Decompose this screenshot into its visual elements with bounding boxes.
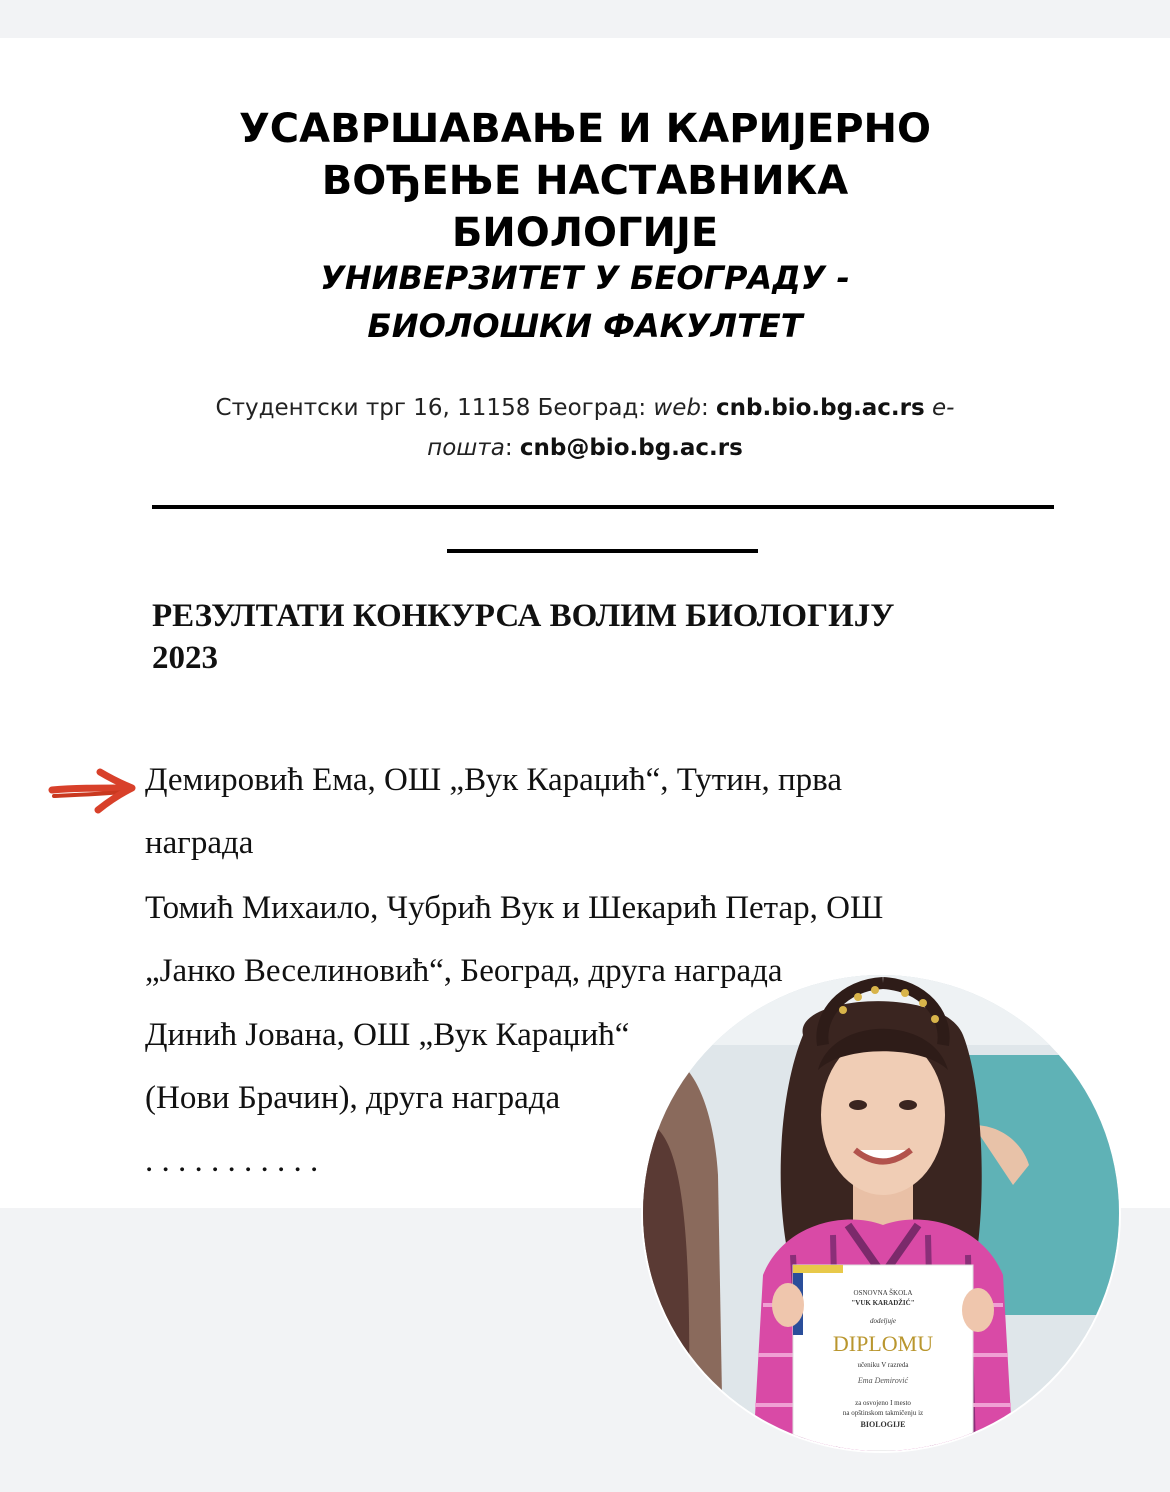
results-title-line-2: 2023 [152, 640, 218, 676]
contact-line-2 [0, 428, 1170, 468]
diploma-reason-1: za osvojeno I mesto [855, 1399, 911, 1407]
email-label-start: е- [924, 395, 955, 421]
diploma-student-line: učeniku V razreda [857, 1361, 909, 1369]
student-photo [643, 975, 1119, 1451]
email-link[interactable]: cnb@bio.bg.ac.rs [519, 435, 743, 461]
diploma-heading: DIPLOMU [832, 1331, 934, 1356]
result-line-1: Демировић Ема, ОШ „Вук Караџић“, Тутин, прва [145, 762, 842, 798]
result-line-4: „Јанко Веселиновић“, Београд, друга награда [145, 953, 783, 989]
web-sep: : [700, 395, 717, 421]
header-subtitle-line-1: УНИВЕРЗИТЕТ У БЕОГРАДУ - [320, 259, 850, 297]
email-sep: : [504, 435, 520, 461]
header-title-line-2: ВОЂЕЊЕ НАСТАВНИКА [321, 158, 849, 204]
result-line-2: награда [145, 825, 254, 861]
result-line-5: Динић Јована, ОШ „Вук Караџић“ [145, 1017, 630, 1053]
diploma-subject: BIOLOGIJE [860, 1420, 906, 1429]
student-photo-illustration [643, 975, 1119, 1451]
divider-short [447, 549, 758, 553]
top-strip [0, 0, 1170, 38]
email-label-end: пошта [427, 435, 505, 461]
diploma-name: Ema Demirović [857, 1376, 909, 1385]
result-line-3: Томић Михаило, Чубрић Вук и Шекарић Петар, ОШ [145, 890, 884, 926]
web-label: web [653, 395, 701, 421]
header-title-line-1: УСАВРШАВАЊЕ И КАРИЈЕРНО [238, 106, 932, 152]
diploma-awards: dodeljuje [869, 1317, 897, 1325]
web-link[interactable]: cnb.bio.bg.ac.rs [716, 395, 925, 421]
divider-long [152, 505, 1054, 509]
results-title-line-1: РЕЗУЛТАТИ КОНКУРСА ВОЛИМ БИОЛОГИЈУ [152, 598, 895, 634]
diploma-school-line-1: OSNOVNA ŠKOLA [853, 1289, 913, 1297]
red-hand-drawn-arrow-icon [48, 766, 138, 816]
diploma-school-line-2: "VUK KARADŽIĆ" [851, 1299, 915, 1307]
header-title-line-3: БИОЛОГИЈЕ [451, 210, 719, 256]
result-line-cutoff: . . . . . . . . . . . [145, 1143, 319, 1179]
contact-line-1 [0, 388, 1170, 428]
address-text: Студентски трг 16, 11158 Београд: [215, 395, 654, 421]
result-line-6: (Нови Брачин), друга награда [145, 1080, 561, 1116]
header-subtitle-line-2: БИОЛОШКИ ФАКУЛТЕТ [367, 307, 803, 345]
diploma-reason-2: na opštinskom takmičenju iz [842, 1409, 924, 1417]
